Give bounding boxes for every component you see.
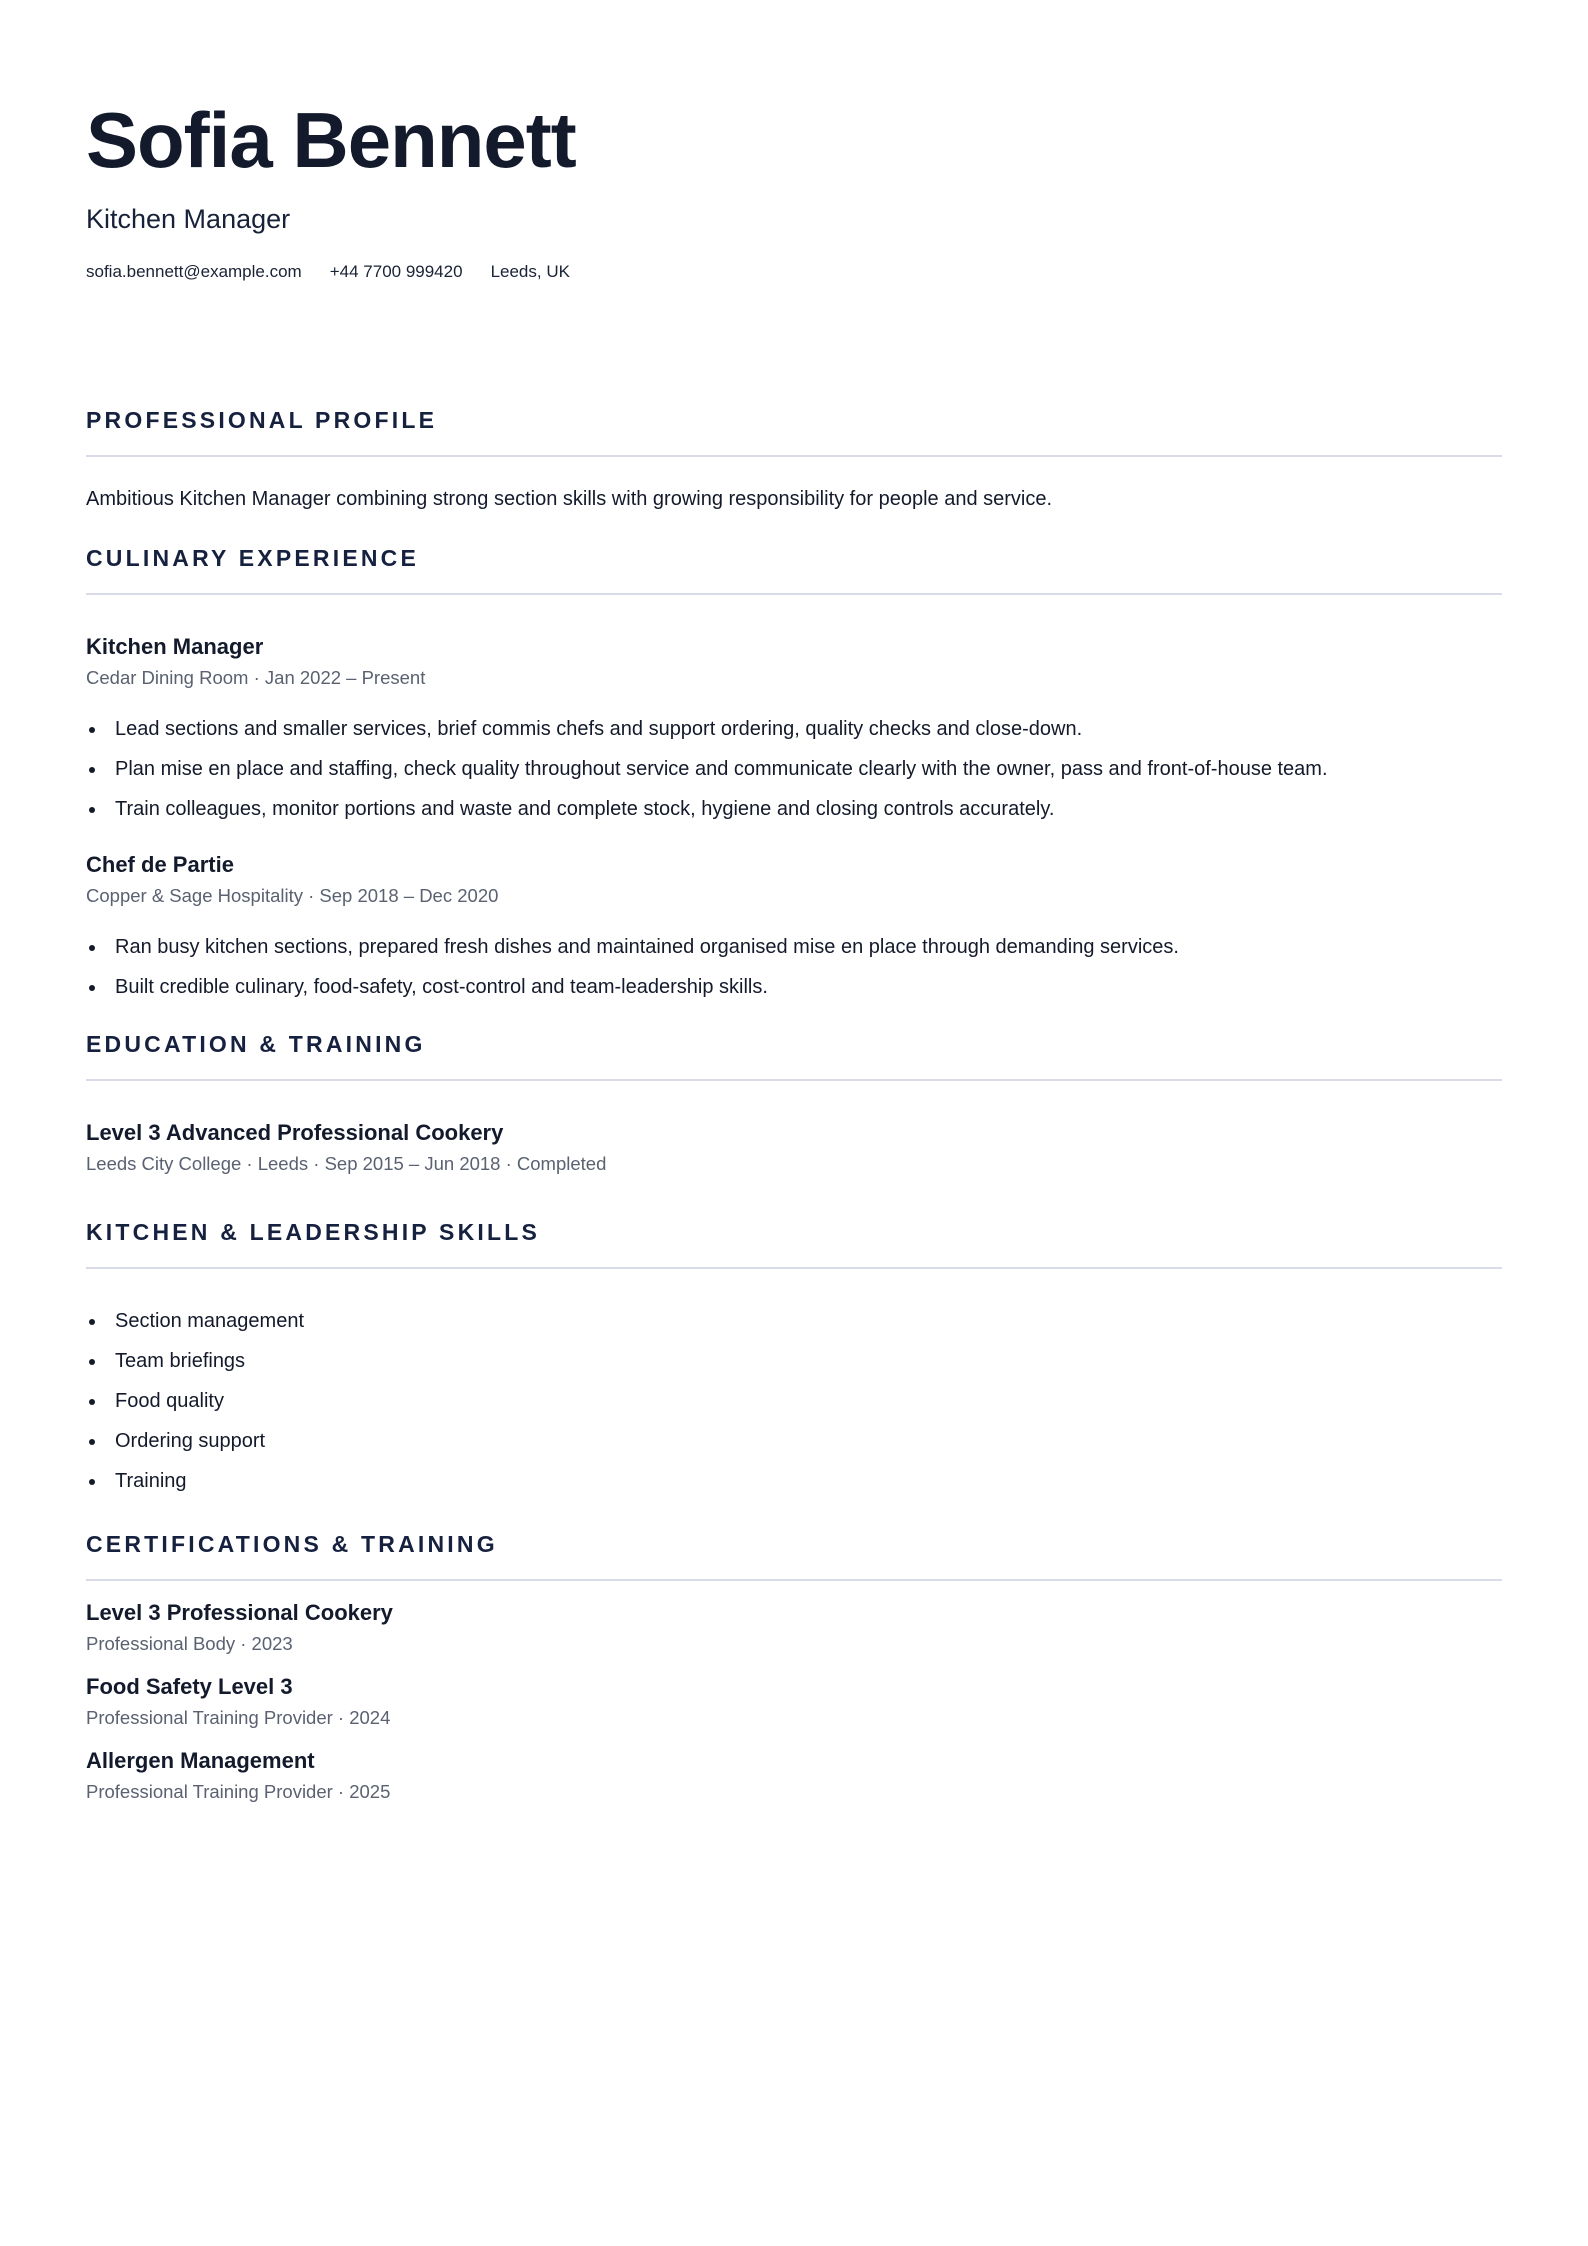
- job-bullets: [86, 933, 1502, 1001]
- skills-list: [86, 1307, 1502, 1495]
- skill-item: Section management: [86, 1307, 1502, 1335]
- skill-item: Training: [86, 1467, 1502, 1495]
- job-meta: Copper & Sage Hospitality · Sep 2018 – Dec 2020: [86, 885, 499, 906]
- section-heading: EDUCATION & TRAINING: [86, 1031, 426, 1057]
- job-title: Chef de Partie: [86, 852, 234, 877]
- skills-section: [86, 1217, 1502, 1495]
- job-bullet: Train colleagues, monitor portions and waste and complete stock, hygiene and closing controls accurately.: [86, 795, 1502, 823]
- section-heading: PROFESSIONAL PROFILE: [86, 407, 438, 433]
- certification-meta: Professional Training Provider · 2025: [86, 1781, 391, 1802]
- certification-entry: [86, 1673, 1502, 1731]
- education-entry: [86, 1119, 1502, 1177]
- profile-summary: Ambitious Kitchen Manager combining strong section skills with growing responsibility for people and service.: [86, 488, 1053, 510]
- section-heading: CERTIFICATIONS & TRAINING: [86, 1531, 498, 1557]
- certification-entry: [86, 1747, 1502, 1805]
- certification-title: Level 3 Professional Cookery: [86, 1600, 393, 1625]
- education-title: Level 3 Advanced Professional Cookery: [86, 1120, 504, 1145]
- certification-meta: Professional Body · 2023: [86, 1633, 293, 1654]
- section-divider: [86, 1579, 1502, 1581]
- job-bullets: [86, 715, 1502, 823]
- job-bullet: Built credible culinary, food-safety, cost-control and team-leadership skills.: [86, 973, 1502, 1001]
- job-meta: Cedar Dining Room · Jan 2022 – Present: [86, 667, 426, 688]
- candidate-name: Sofia Bennett: [86, 96, 576, 184]
- certification-meta: Professional Training Provider · 2024: [86, 1707, 391, 1728]
- contact-phone: +44 7700 999420: [329, 262, 463, 281]
- job-bullet: Ran busy kitchen sections, prepared fresh dishes and maintained organised mise en place through demanding services.: [86, 933, 1502, 961]
- contact-line: [86, 260, 1502, 284]
- section-heading: CULINARY EXPERIENCE: [86, 545, 420, 571]
- resume-header: [86, 0, 1502, 284]
- contact-location: Leeds, UK: [490, 262, 570, 281]
- certifications-section: [86, 1529, 1502, 1805]
- job-title: Kitchen Manager: [86, 634, 264, 659]
- section-heading: KITCHEN & LEADERSHIP SKILLS: [86, 1219, 541, 1245]
- job-entry: [86, 851, 1502, 1001]
- experience-section: [86, 543, 1502, 1001]
- job-bullet: Plan mise en place and staffing, check quality throughout service and communicate clearly with the owner, pass and front-of-house team.: [86, 755, 1502, 783]
- certification-title: Food Safety Level 3: [86, 1674, 293, 1699]
- skill-item: Ordering support: [86, 1427, 1502, 1455]
- certification-entry: [86, 1599, 1502, 1657]
- skill-item: Food quality: [86, 1387, 1502, 1415]
- contact-email: sofia.bennett@example.com: [86, 262, 302, 281]
- certification-title: Allergen Management: [86, 1748, 315, 1773]
- section-divider: [86, 1079, 1502, 1081]
- profile-section: [86, 405, 1502, 513]
- section-divider: [86, 455, 1502, 457]
- education-section: [86, 1029, 1502, 1177]
- section-divider: [86, 593, 1502, 595]
- job-bullet: Lead sections and smaller services, brief commis chefs and support ordering, quality checks and close-down.: [86, 715, 1502, 743]
- education-meta: Leeds City College · Leeds · Sep 2015 – Jun 2018 · Completed: [86, 1153, 607, 1174]
- job-entry: [86, 633, 1502, 823]
- candidate-title: Kitchen Manager: [86, 204, 291, 234]
- skill-item: Team briefings: [86, 1347, 1502, 1375]
- section-divider: [86, 1267, 1502, 1269]
